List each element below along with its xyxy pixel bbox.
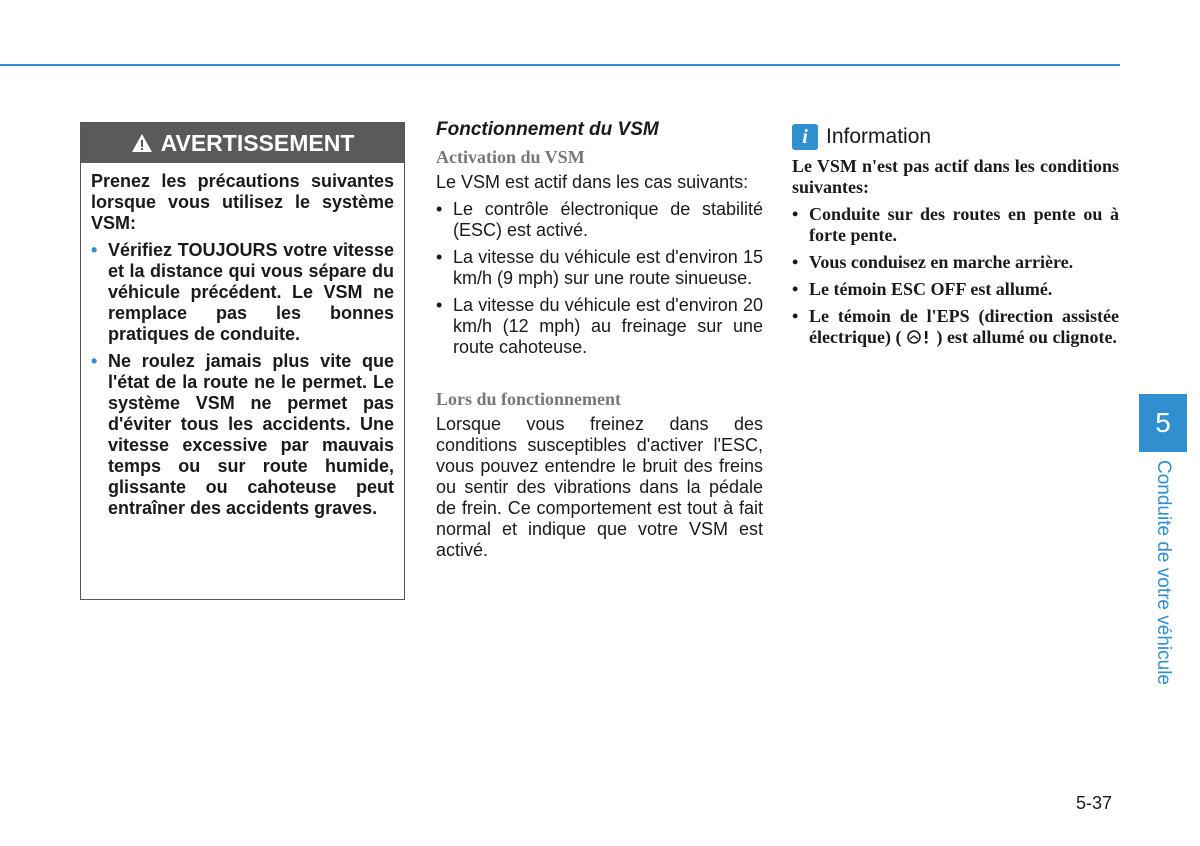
warning-body — [81, 163, 404, 519]
activation-item-text: Le contrôle électronique de stabilité (ESC) est activé. — [453, 199, 763, 240]
activation-intro: Le VSM est actif dans les cas suivants: — [436, 172, 749, 192]
chapter-title: Conduite de votre véhicule — [1153, 460, 1174, 685]
activation-item-text: La vitesse du véhicule est d'environ 20 km/h (12 mph) au freinage sur une route cahoteuse. — [453, 295, 763, 357]
bullet-icon: • — [436, 199, 443, 219]
warning-item-text: Vérifiez TOUJOURS votre vitesse et la distance qui vous sépare du véhicule précédent. Le VSM ne remplace pas les bonnes pratiques de conduite. — [108, 240, 394, 344]
bullet-icon: • — [91, 351, 98, 371]
bullet-icon: • — [792, 279, 799, 299]
top-divider — [0, 64, 1120, 66]
operation-heading: Lors du fonctionnement — [436, 389, 622, 409]
bullet-icon: • — [792, 204, 799, 224]
eps-text-before: Le témoin de l'EPS (direction assistée électrique) ( — [809, 306, 1119, 347]
eps-text-after: ) est allumé ou clignote. — [936, 327, 1117, 347]
bullet-icon: • — [91, 240, 98, 260]
information-intro: Le VSM n'est pas actif dans les conditions suivantes: — [792, 156, 1119, 197]
main-column — [436, 118, 763, 561]
warning-item-text: Ne roulez jamais plus vite que l'état de la route ne le permet. Le système VSM ne permet pas d'éviter tous les accidents. Une vitesse excessive par mauvais temps ou sur route humide, glissante ou cahoteuse peut entraîner des accidents graves. — [108, 351, 394, 518]
warning-intro: Prenez les précautions suivantes lorsque vous utilisez le système VSM: — [91, 171, 394, 233]
information-title: Information — [826, 125, 932, 148]
bullet-icon: • — [436, 247, 443, 267]
page-number: 5-37 — [1076, 793, 1113, 813]
warning-triangle-icon — [131, 133, 153, 153]
info-icon: i — [792, 124, 818, 150]
activation-item-text: La vitesse du véhicule est d'environ 15 km/h (9 mph) sur une route sinueuse. — [453, 247, 763, 288]
warning-title: AVERTISSEMENT — [160, 129, 355, 156]
information-item — [792, 306, 1119, 348]
operation-text: Lorsque vous freinez dans des conditions susceptibles d'activer l'ESC, vous pouvez entendre le bruit des freins ou sentir des vibrations dans la pédale de frein. Ce comportement est tout à fait normal et indique que votre VSM est activé. — [436, 414, 763, 560]
eps-warning-icon — [906, 329, 932, 345]
information-list — [792, 204, 1119, 348]
information-item — [792, 279, 1119, 300]
section-heading: Fonctionnement du VSM — [436, 119, 659, 140]
warning-item — [91, 240, 394, 345]
bullet-icon: • — [436, 295, 443, 315]
activation-item — [436, 199, 763, 241]
warning-item — [91, 351, 394, 519]
activation-item — [436, 295, 763, 358]
warning-header — [81, 123, 404, 163]
information-header — [792, 124, 1119, 150]
warning-box — [80, 122, 405, 600]
bullet-icon: • — [792, 306, 799, 326]
activation-item — [436, 247, 763, 289]
activation-heading: Activation du VSM — [436, 147, 585, 167]
warning-list — [91, 240, 394, 519]
information-item-text: Le témoin ESC OFF est allumé. — [809, 279, 1053, 299]
activation-list — [436, 199, 763, 358]
information-box — [792, 124, 1119, 354]
information-item-text: Conduite sur des routes en pente ou à forte pente. — [809, 204, 1119, 245]
bullet-icon: • — [792, 252, 799, 272]
chapter-tab: 5 — [1139, 394, 1187, 452]
information-item — [792, 252, 1119, 273]
information-item-text: Vous conduisez en marche arrière. — [809, 252, 1074, 272]
information-item — [792, 204, 1119, 246]
